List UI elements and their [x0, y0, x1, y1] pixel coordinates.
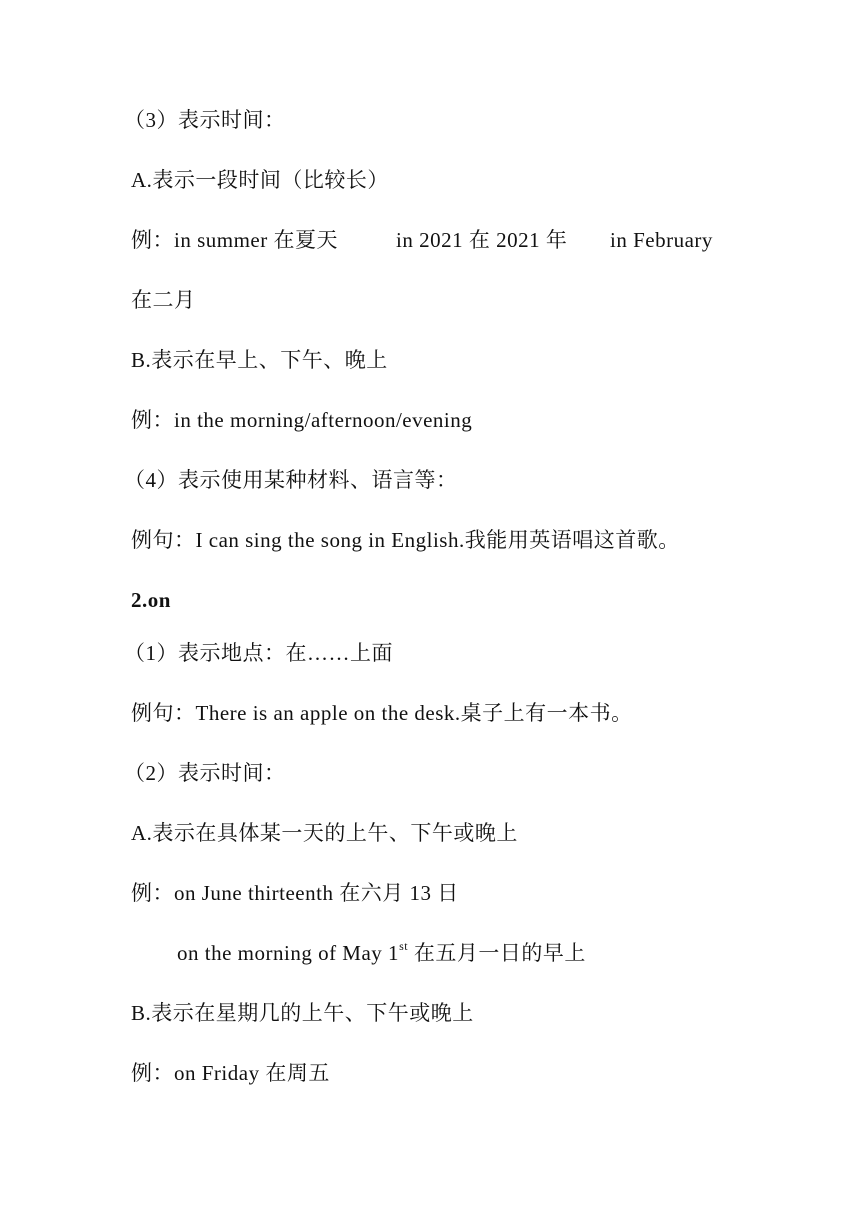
- section-on-heading: 2.on: [131, 588, 171, 612]
- example-may-first-text: on the morning of May 1: [177, 941, 400, 965]
- example-on-friday: 例：on Friday 在周五: [131, 1061, 330, 1085]
- ordinal-suffix: st: [399, 939, 409, 953]
- point-a-period: A.表示一段时间（比较长）: [131, 168, 389, 192]
- example-in-english: 例句：I can sing the song in English.我能用英语唱这首歌。: [131, 528, 680, 552]
- example-may-first-translation: 在五月一日的早上: [408, 941, 586, 965]
- example-in-time-row: [131, 227, 731, 253]
- section-place-heading: （1）表示地点：在……上面: [124, 641, 393, 665]
- example-in-february: in February: [610, 228, 713, 252]
- example-in-summer: 例：in summer 在夏天: [131, 228, 338, 252]
- point-a-specific-day: A.表示在具体某一天的上午、下午或晚上: [131, 821, 518, 845]
- example-on-the-desk: 例句：There is an apple on the desk.桌子上有一本书。: [131, 701, 633, 725]
- example-in-february-translation: 在二月: [131, 288, 196, 312]
- example-in-2021: in 2021 在 2021 年: [396, 228, 568, 252]
- example-on-the-morning-of-may: [177, 940, 586, 966]
- section-on-time-heading: （2）表示时间：: [124, 761, 286, 785]
- example-in-the-morning: 例：in the morning/afternoon/evening: [131, 408, 473, 432]
- section-materials-heading: （4）表示使用某种材料、语言等：: [124, 468, 458, 492]
- point-b-day-parts: B.表示在早上、下午、晚上: [131, 348, 388, 372]
- section-time-heading: （3）表示时间：: [124, 108, 286, 132]
- example-on-june-thirteenth: 例：on June thirteenth 在六月 13 日: [131, 881, 459, 905]
- point-b-weekday: B.表示在星期几的上午、下午或晚上: [131, 1001, 474, 1025]
